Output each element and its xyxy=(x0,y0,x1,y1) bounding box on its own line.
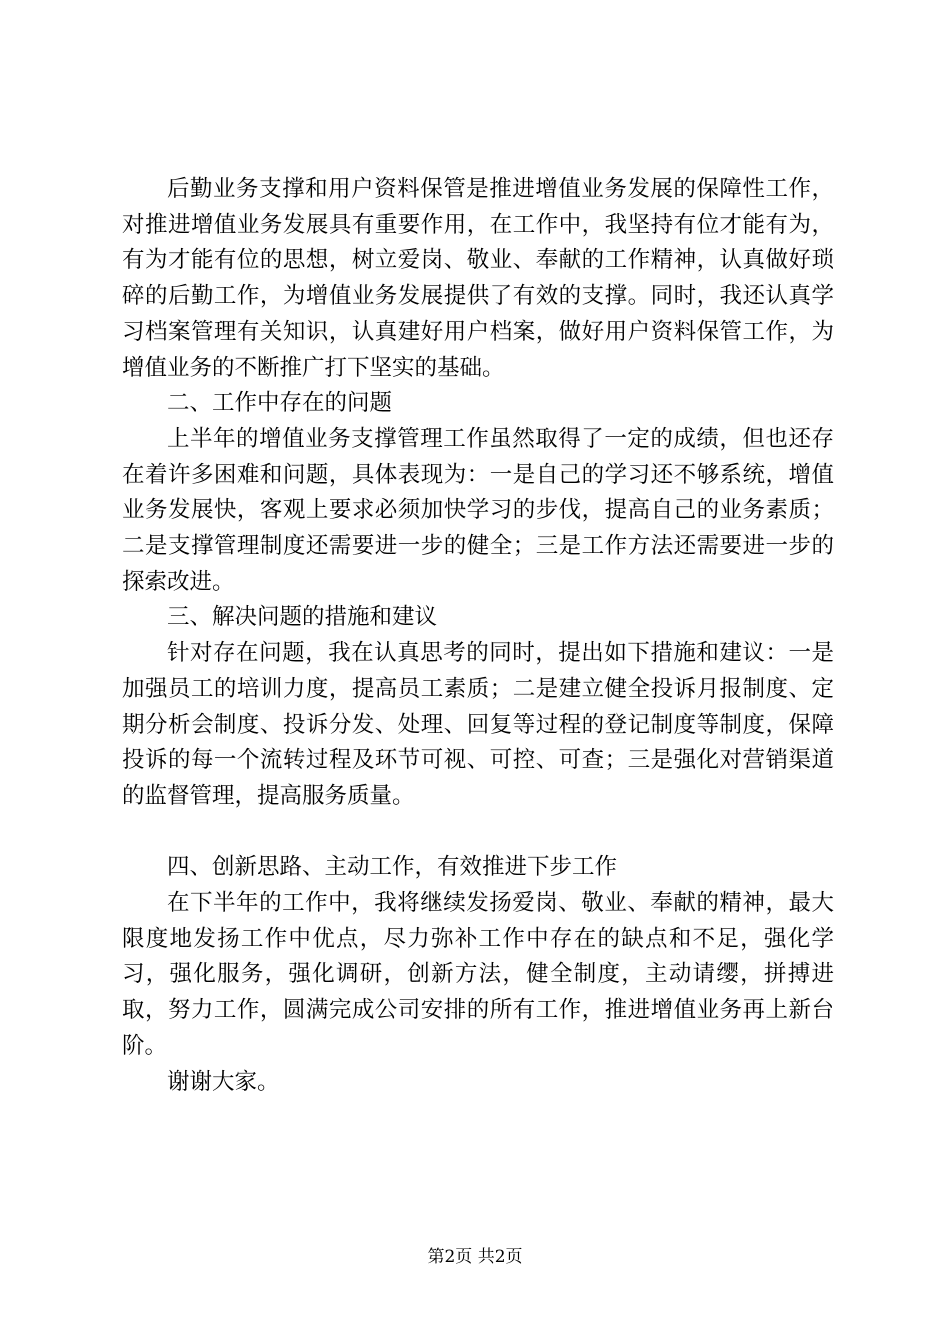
heading-existing-problems: 二、工作中存在的问题 xyxy=(167,390,393,417)
heading-innovation: 四、创新思路、主动工作，有效推进下步工作 xyxy=(167,854,618,881)
blank-line xyxy=(122,815,834,851)
page-number-footer: 第2页 共2页 xyxy=(427,1247,523,1267)
heading-measures-suggestions: 三、解决问题的措施和建议 xyxy=(167,604,438,631)
paragraph-next-half-plan: 在下半年的工作中，我将继续发扬爱岗、敬业、奉献的精神，最大限度地发扬工作中优点，尽力弥补工作中存在的缺点和不足，强化学习，强化服务，强化调研，创新方法，健全制度，主动请缨，拼搏进取，努力工作，圆满完成公司安排的所有工作，推进增值业务再上新台阶。 xyxy=(122,890,834,1059)
paragraph-problems-detail: 上半年的增值业务支撑管理工作虽然取得了一定的成绩，但也还存在着许多困难和问题，具体表现为：一是自己的学习还不够系统，增值业务发展快，客观上要求必须加快学习的步伐，提高自己的业务素质；二是支撑管理制度还需要进一步的健全；三是工作方法还需要进一步的探索改进。 xyxy=(122,425,834,595)
paragraph-thanks: 谢谢大家。 xyxy=(167,1068,280,1095)
paragraph-measures-detail: 针对存在问题，我在认真思考的同时，提出如下措施和建议：一是加强员工的培训力度，提高员工素质；二是建立健全投诉月报制度、定期分析会制度、投诉分发、处理、回复等过程的登记制度等制度，保障投诉的每一个流转过程及环节可视、可控、可查；三是强化对营销渠道的监督管理，提高服务质量。 xyxy=(122,640,834,809)
paragraph-logistics-support: 后勤业务支撑和用户资料保管是推进增值业务发展的保障性工作，对推进增值业务发展具有重要作用，在工作中，我坚持有位才能有为，有为才能有位的思想，树立爱岗、敬业、奉献的工作精神，认真做好琐碎的后勤工作，为增值业务发展提供了有效的支撑。同时，我还认真学习档案管理有关知识，认真建好用户档案，做好用户资料保管工作，为增值业务的不断推广打下坚实的基础。 xyxy=(122,176,834,381)
document-body xyxy=(122,172,834,1100)
